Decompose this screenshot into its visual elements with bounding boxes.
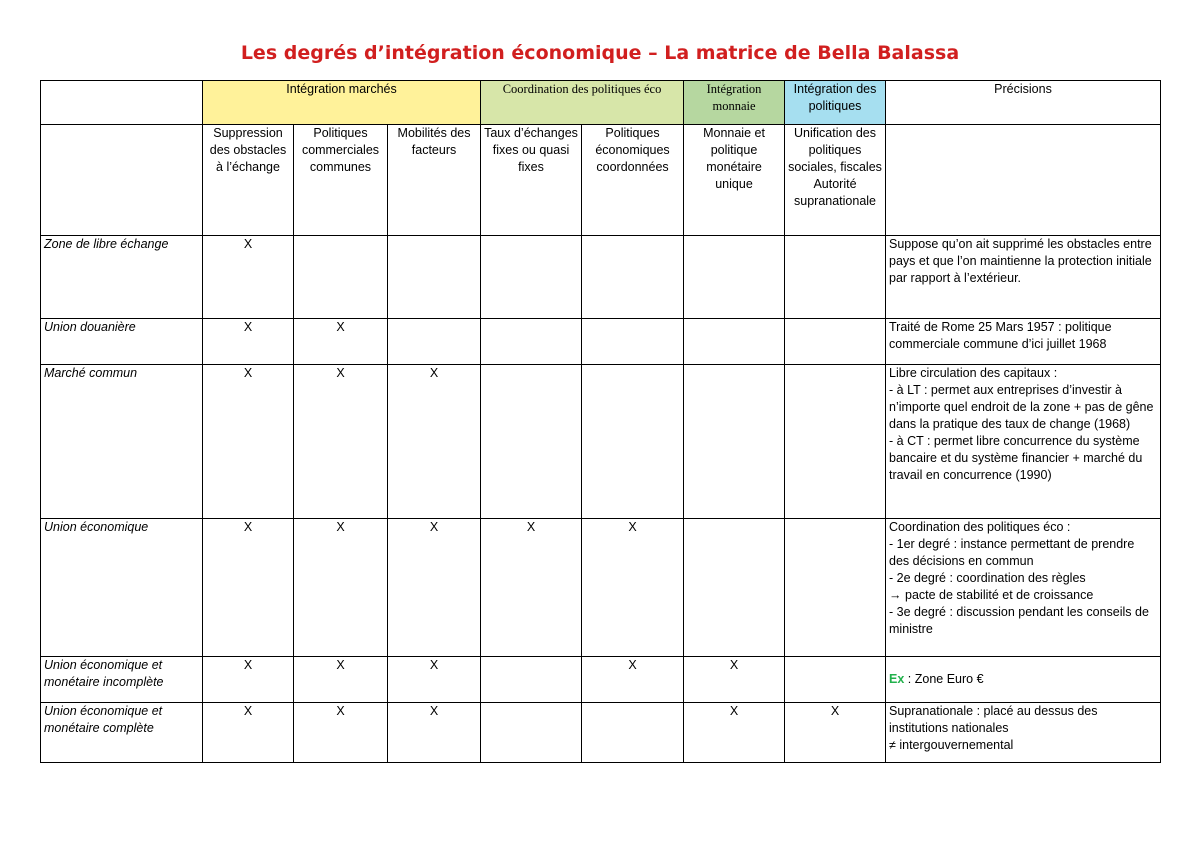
mark-cell <box>481 236 582 319</box>
mark-cell <box>684 365 785 519</box>
example-text: : Zone Euro € <box>904 672 984 686</box>
precision-line: - 3e degré : discussion pendant les conseils de ministre <box>889 605 1149 636</box>
mark-cell <box>785 236 886 319</box>
mark-cell: X <box>684 657 785 703</box>
mark-cell <box>481 657 582 703</box>
mark-cell <box>388 236 481 319</box>
mark-cell: X <box>203 365 294 519</box>
group-integration-politiques: Intégration des politiques <box>785 81 886 125</box>
precision-line: Supranationale : placé au dessus des institutions nationales <box>889 704 1098 735</box>
table-row <box>41 657 1161 703</box>
column-header: Politiques commerciales communes <box>294 125 388 236</box>
mark-cell: X <box>203 519 294 657</box>
mark-cell: X <box>582 657 684 703</box>
table-row <box>41 519 1161 657</box>
balassa-matrix-table <box>40 80 1161 763</box>
row-label: Union économique <box>41 519 203 657</box>
row-label: Union douanière <box>41 319 203 365</box>
column-header: Suppression des obstacles à l’échange <box>203 125 294 236</box>
mark-cell <box>684 236 785 319</box>
precision-line: Coordination des politiques éco : <box>889 520 1071 534</box>
mark-cell <box>481 319 582 365</box>
mark-cell: X <box>203 319 294 365</box>
column-header: Politiques économiques coordonnées <box>582 125 684 236</box>
precisions-cell <box>886 319 1161 365</box>
precision-line: ≠ intergouvernemental <box>889 738 1014 752</box>
table-row <box>41 236 1161 319</box>
mark-cell: X <box>388 703 481 763</box>
column-header: Mobilités des facteurs <box>388 125 481 236</box>
mark-cell: X <box>294 657 388 703</box>
group-integration-marches: Intégration marchés <box>203 81 481 125</box>
mark-cell <box>294 236 388 319</box>
row-label: Marché commun <box>41 365 203 519</box>
mark-cell <box>684 319 785 365</box>
mark-cell: X <box>388 519 481 657</box>
page-title: Les degrés d’intégration économique – La matrice de Bella Balassa <box>240 42 960 64</box>
mark-cell: X <box>203 703 294 763</box>
group-precisions: Précisions <box>886 81 1161 125</box>
group-integration-monnaie: Intégration monnaie <box>684 81 785 125</box>
column-header: Unification des politiques sociales, fiscales Autorité supranationale <box>785 125 886 236</box>
column-header-row <box>41 125 1161 236</box>
mark-cell: X <box>582 519 684 657</box>
mark-cell: X <box>481 519 582 657</box>
table-row <box>41 703 1161 763</box>
table-row <box>41 365 1161 519</box>
mark-cell: X <box>294 365 388 519</box>
column-header: Monnaie et politique monétaire unique <box>684 125 785 236</box>
precisions-cell <box>886 657 1161 703</box>
example-label: Ex <box>889 672 905 686</box>
mark-cell <box>785 657 886 703</box>
precision-line: Suppose qu’on ait supprimé les obstacles entre pays et que l’on maintienne la protection initiale par rapport à l’extérieur. <box>889 237 1152 285</box>
row-label: Union économique et monétaire incomplète <box>41 657 203 703</box>
mark-cell: X <box>203 236 294 319</box>
precision-line: - 2e degré : coordination des règles <box>889 571 1086 585</box>
mark-cell: X <box>684 703 785 763</box>
precisions-cell <box>886 519 1161 657</box>
mark-cell <box>684 519 785 657</box>
precisions-cell <box>886 365 1161 519</box>
mark-cell <box>582 703 684 763</box>
mark-cell <box>481 703 582 763</box>
mark-cell <box>785 319 886 365</box>
mark-cell <box>481 365 582 519</box>
precision-line: Libre circulation des capitaux : <box>889 366 1058 380</box>
precision-line: - à CT : permet libre concurrence du système bancaire et du système financier + marché du travail en concurrence (1990) <box>889 434 1143 482</box>
mark-cell: X <box>294 703 388 763</box>
precision-line: - à LT : permet aux entreprises d’investir à n’importe quel endroit de la zone + pas de gêne dans la pratique des taux de change (1968) <box>889 383 1154 431</box>
row-label: Zone de libre échange <box>41 236 203 319</box>
corner-cell-2 <box>41 125 203 236</box>
mark-cell <box>785 519 886 657</box>
group-header-row <box>41 81 1161 125</box>
precision-line: Traité de Rome 25 Mars 1957 : politique commerciale commune d’ici juillet 1968 <box>889 320 1112 351</box>
mark-cell: X <box>388 657 481 703</box>
mark-cell <box>582 236 684 319</box>
precisions-cell <box>886 236 1161 319</box>
precisions-cell <box>886 703 1161 763</box>
mark-cell: X <box>785 703 886 763</box>
precision-line: → pacte de stabilité et de croissance <box>889 588 1094 602</box>
row-label: Union économique et monétaire complète <box>41 703 203 763</box>
precisions-header-empty <box>886 125 1161 236</box>
mark-cell: X <box>388 365 481 519</box>
mark-cell <box>388 319 481 365</box>
mark-cell: X <box>294 519 388 657</box>
table-row <box>41 319 1161 365</box>
group-coordination: Coordination des politiques éco <box>481 81 684 125</box>
mark-cell <box>785 365 886 519</box>
mark-cell <box>582 365 684 519</box>
precision-line: - 1er degré : instance permettant de prendre des décisions en commun <box>889 537 1135 568</box>
column-header: Taux d’échanges fixes ou quasi fixes <box>481 125 582 236</box>
mark-cell: X <box>294 319 388 365</box>
corner-cell <box>41 81 203 125</box>
mark-cell: X <box>203 657 294 703</box>
mark-cell <box>582 319 684 365</box>
